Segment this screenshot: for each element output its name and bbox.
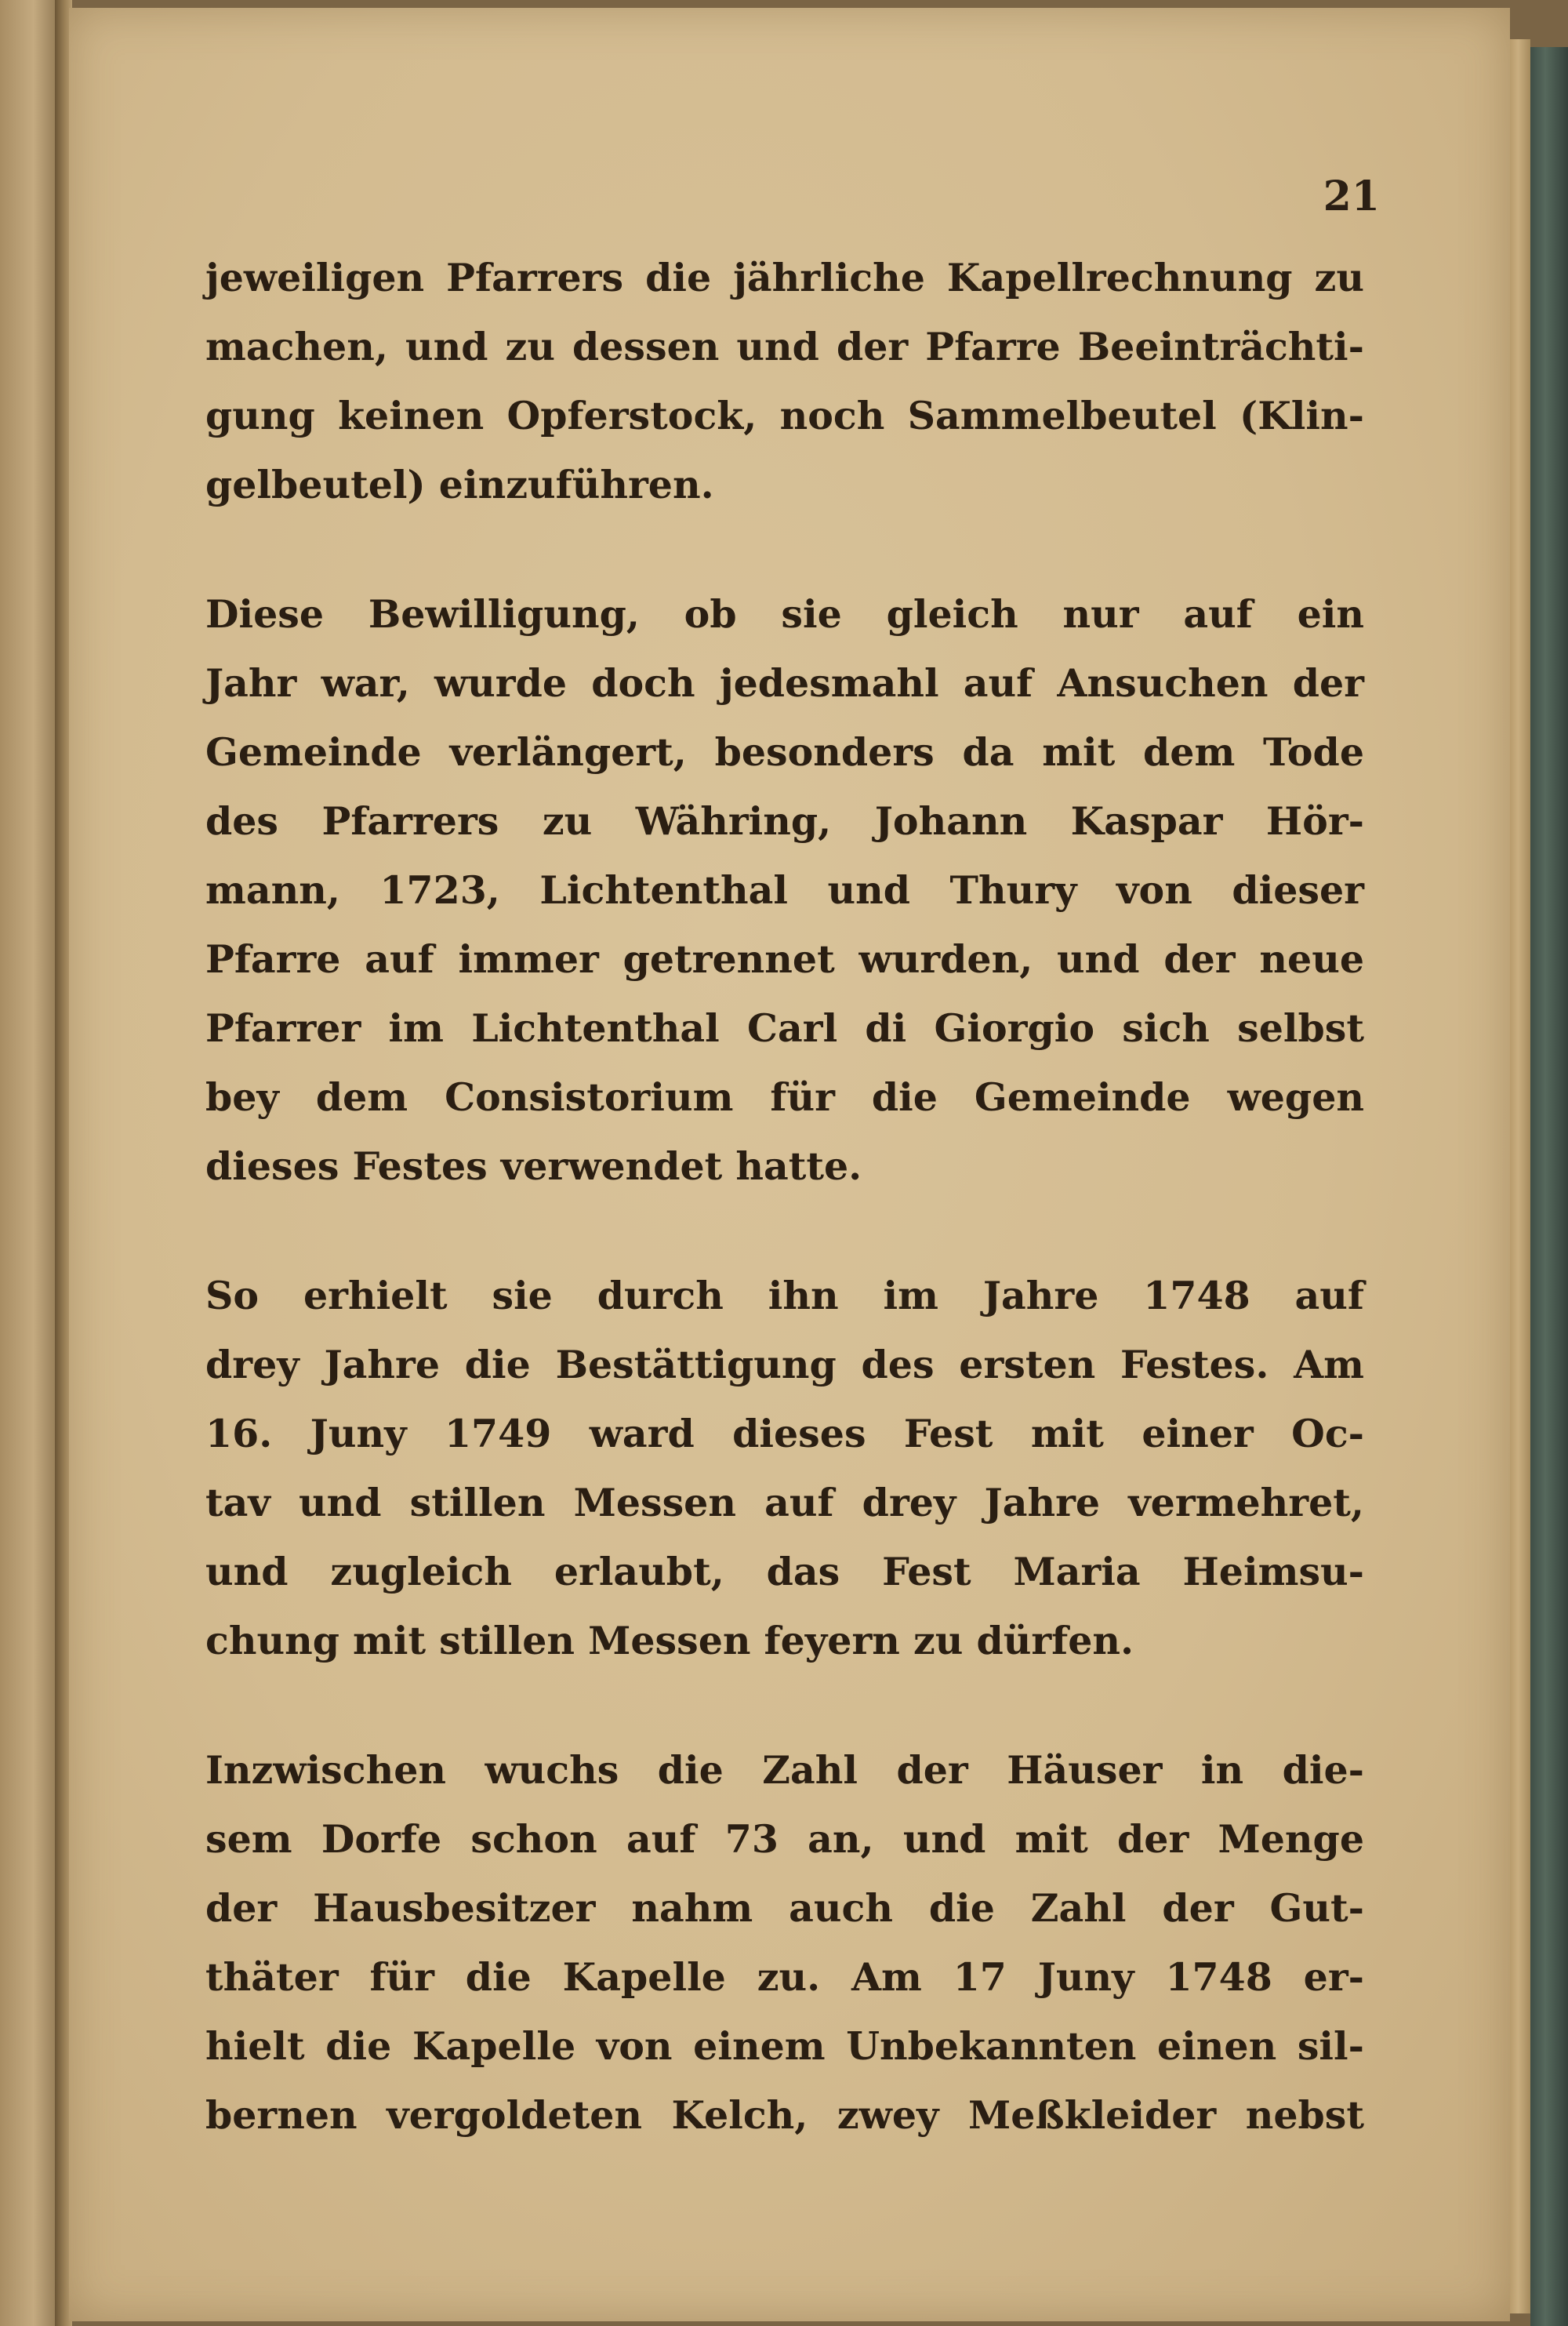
text-line: Pfarrer im Lichtenthal Carl di Giorgio sich selbst bbox=[205, 1005, 1364, 1051]
text-line: machen, und zu dessen und der Pfarre Beeinträchti- bbox=[205, 324, 1364, 369]
text-line: thäter für die Kapelle zu. Am 17 Juny 1748 er- bbox=[205, 1954, 1364, 2000]
paragraph bbox=[205, 1261, 1364, 1675]
paragraph-gap bbox=[205, 1675, 1364, 1735]
paragraph bbox=[205, 580, 1364, 1201]
text-line: Inzwischen wuchs die Zahl der Häuser in die- bbox=[205, 1747, 1364, 1793]
text-line: So erhielt sie durch ihn im Jahre 1748 auf bbox=[205, 1273, 1364, 1318]
text-line: Gemeinde verlängert, besonders da mit dem Tode bbox=[205, 729, 1364, 775]
text-line: 16. Juny 1749 ward dieses Fest mit einer Oc- bbox=[205, 1411, 1364, 1456]
text-line: gung keinen Opferstock, noch Sammelbeutel (Klin- bbox=[205, 393, 1364, 438]
text-line: gelbeutel) einzuführen. bbox=[205, 462, 714, 507]
text-line: Pfarre auf immer getrennet wurden, und der neue bbox=[205, 936, 1364, 982]
text-line: der Hausbesitzer nahm auch die Zahl der Gut- bbox=[205, 1885, 1364, 1931]
text-line: jeweiligen Pfarrers die jährliche Kapellrechnung zu bbox=[205, 255, 1364, 300]
text-line: sem Dorfe schon auf 73 an, und mit der Menge bbox=[205, 1816, 1364, 1862]
facing-page-edge bbox=[0, 0, 61, 2326]
text-line: hielt die Kapelle von einem Unbekannten einen sil- bbox=[205, 2023, 1364, 2069]
text-line: chung mit stillen Messen feyern zu dürfen. bbox=[205, 1618, 1134, 1663]
book-cover-edge bbox=[1530, 47, 1568, 2326]
paragraph-gap bbox=[205, 1201, 1364, 1261]
paragraph bbox=[205, 1735, 1364, 2150]
text-line: bernen vergoldeten Kelch, zwey Meßkleider nebst bbox=[205, 2092, 1364, 2138]
paragraph-gap bbox=[205, 519, 1364, 580]
page-text bbox=[205, 243, 1364, 2150]
page-number: 21 bbox=[1323, 173, 1380, 220]
text-line: und zugleich erlaubt, das Fest Maria Heimsu- bbox=[205, 1549, 1364, 1594]
text-line: dieses Festes verwendet hatte. bbox=[205, 1143, 862, 1189]
text-line: drey Jahre die Bestättigung des ersten Festes. Am bbox=[205, 1342, 1364, 1387]
paragraph bbox=[205, 243, 1364, 519]
text-line: des Pfarrers zu Währing, Johann Kaspar Hör- bbox=[205, 798, 1364, 844]
text-line: mann, 1723, Lichtenthal und Thury von dieser bbox=[205, 867, 1364, 913]
text-line: Jahr war, wurde doch jedesmahl auf Ansuchen der bbox=[205, 660, 1364, 706]
text-line: Diese Bewilligung, ob sie gleich nur auf ein bbox=[205, 591, 1364, 637]
page-fore-edge bbox=[1510, 39, 1530, 2313]
text-line: tav und stillen Messen auf drey Jahre vermehret, bbox=[205, 1480, 1364, 1525]
text-line: bey dem Consistorium für die Gemeinde wegen bbox=[205, 1074, 1364, 1120]
